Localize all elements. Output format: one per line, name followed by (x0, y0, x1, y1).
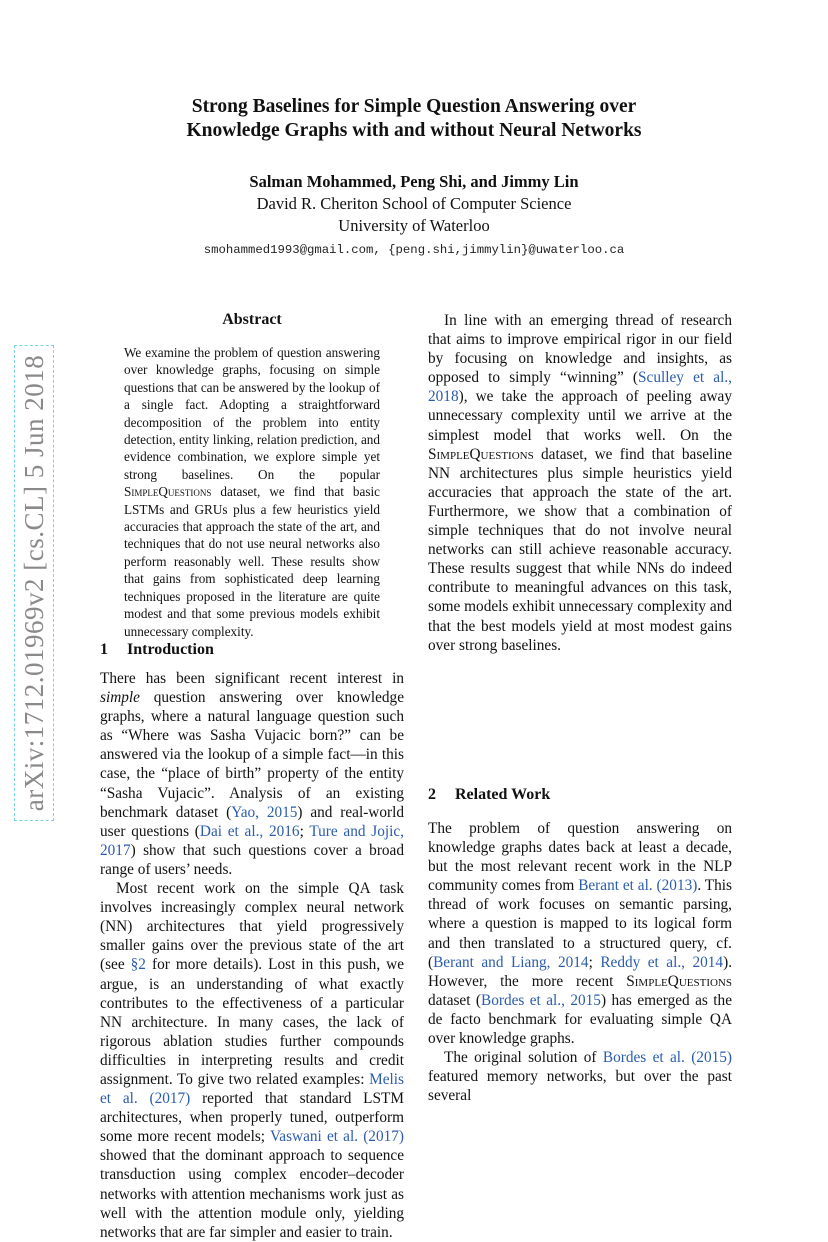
citation-link[interactable]: Sculley et al., 2018 (428, 369, 732, 406)
related-work-column (428, 819, 732, 1105)
citation-link[interactable]: Ture and Jojic, 2017 (100, 822, 404, 859)
related-paragraph-2: The original solution of Bordes et al. (2015) featured memory networks, but over the past several (428, 1049, 732, 1105)
citation-link[interactable]: Yao, 2015 (231, 803, 298, 821)
arxiv-identifier-stamp (14, 345, 54, 821)
title-line-1: Strong Baselines for Simple Question Answering over (191, 96, 637, 117)
intro-paragraph-2: Most recent work on the simple QA task involves increasingly complex neural network (NN) architectures that yield progressively smaller gains over the previous state of the art (see §2 for more details). Lost in this push, we argue, is an understanding of what exactly contributes to the effectiveness of a particular NN architecture. In many cases, the lack of rigorous ablation studies further compounds difficulties in interpreting results and credit assignment. To give two related examples: Melis et al. (2017) reported that standard LSTM architectures, when properly tuned, outperform some more recent models; Vaswani et al. (2017) showed that the dominant approach to sequence transduction using complex encoder–decoder networks with attention mechanisms work just as well with the attention module only, yielding networks that are far simpler and easier to train. (100, 880, 404, 1241)
citation-link[interactable]: Bordes et al. (2015) (602, 1049, 732, 1067)
paper-title (100, 95, 728, 143)
title-line-2: Knowledge Graphs with and without Neural Networks (186, 120, 642, 141)
introduction-right-column (428, 311, 732, 655)
introduction-left-column (100, 669, 404, 1242)
section-reference-link[interactable]: §2 (130, 956, 146, 974)
abstract-heading: Abstract (222, 311, 282, 328)
related-paragraph-1: The problem of question answering on knowledge graphs dates back at least a decade, but the most relevant recent work in the NLP community comes from Berant et al. (2013). This thread of work focuses on semantic parsing, where a question is mapped to its logical form and then translated to a structured query, cf. (Berant and Liang, 2014; Reddy et al., 2014). However, the more recent SimpleQuestions dataset (Bordes et al., 2015) has emerged as the de facto benchmark for evaluating simple QA over knowledge graphs. (428, 820, 733, 1048)
section-heading-introduction: 1 Introduction (100, 641, 214, 658)
dataset-name: SimpleQuestions (428, 445, 534, 463)
author-list: Salman Mohammed, Peng Shi, and Jimmy Lin (249, 172, 579, 191)
intro-paragraph-1: There has been significant recent interest in simple question answering over knowledge graphs, where a natural language question such as “Where was Sasha Vujacic born?” can be answered via the lookup of a simple fact—in this case, the “place of birth” property of the entity “Sasha Vujacic”. Analysis of an existing benchmark dataset (Yao, 2015) and real-world user questions (Dai et al., 2016; Ture and Jojic, 2017) show that such questions cover a broad range of users’ needs. (100, 670, 404, 878)
author-emails: smohammed1993@gmail.com, {peng.shi,jimmylin}@uwaterloo.ca (203, 243, 625, 257)
citation-link[interactable]: Berant and Liang, 2014 (433, 953, 589, 971)
citation-link[interactable]: Bordes et al., 2015 (481, 991, 601, 1009)
citation-link[interactable]: Melis et al. (2017) (100, 1070, 404, 1108)
dataset-name: SimpleQuestions (626, 972, 732, 990)
citation-link[interactable]: Berant et al. (2013) (578, 877, 698, 895)
arxiv-id-text: arXiv:1712.01969v2 [cs.CL] 5 Jun 2018 (18, 354, 49, 812)
citation-link[interactable]: Reddy et al., 2014 (600, 953, 724, 971)
affiliation-school: David R. Cheriton School of Computer Science (256, 194, 572, 213)
affiliation-university: University of Waterloo (338, 216, 490, 235)
citation-link[interactable]: Vaswani et al. (2017) (269, 1128, 404, 1146)
citation-link[interactable]: Dai et al., 2016 (199, 822, 300, 840)
dataset-name: SimpleQuestions (124, 484, 212, 500)
intro-paragraph-3: In line with an emerging thread of research that aims to improve empirical rigor in our field by focusing on knowledge and insights, as opposed to simply “winning” (Sculley et al., 2018), we take the approach of peeling away unnecessary complexity until we arrive at the simplest model that works well. On the SimpleQuestions dataset, we find that baseline NN architectures plus simple heuristics yield accuracies that approach the state of the art. Furthermore, we show that a combination of simple techniques that do not involve neural networks can still achieve reasonable accuracy. These results suggest that while NNs do indeed contribute to meaningful advances on this task, some models exhibit unnecessary complexity and that the best models yield at most modest gains over strong baselines. (428, 312, 732, 654)
abstract-body: We examine the problem of question answering over knowledge graphs, focusing on simple questions that can be answered by the lookup of a single fact. Adopting a straightforward decomposition of the problem into entity detection, entity linking, relation prediction, and evidence combination, we explore simple yet strong baselines. On the popular SimpleQuestions dataset, we find that basic LSTMs and GRUs plus a few heuristics yield accuracies that approach the state of the art, and techniques that do not use neural networks also perform reasonably well. These results show that gains from sophisticated deep learning techniques proposed in the literature are quite modest and that some previous models exhibit unnecessary complexity. (124, 345, 380, 639)
section-heading-related-work: 2 Related Work (428, 786, 551, 803)
